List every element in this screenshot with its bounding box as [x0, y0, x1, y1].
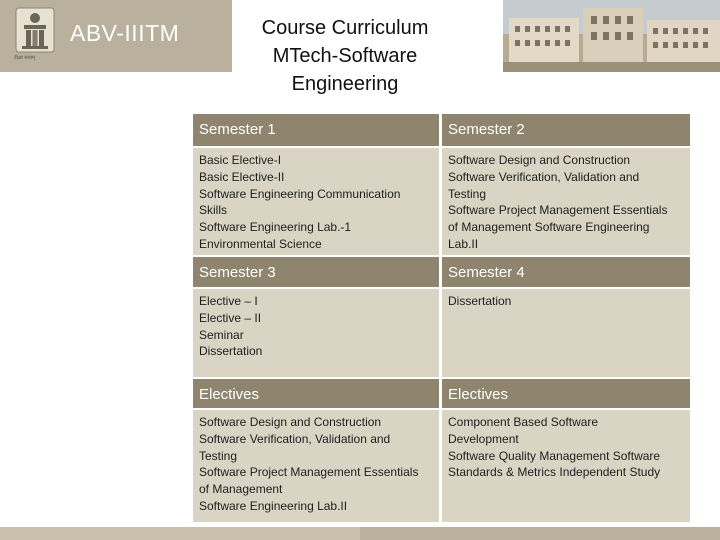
course-item: Testing: [199, 448, 238, 463]
course-item: Basic Elective-I: [199, 153, 282, 167]
semester-2-heading: Semester 2: [442, 114, 690, 146]
electives-heading-left: Electives: [193, 379, 439, 408]
curriculum-table: [192, 113, 691, 523]
course-item: Software Design and Construction: [448, 153, 631, 167]
title-line-1: Course Curriculum: [261, 17, 429, 39]
course-item: Seminar: [199, 327, 244, 342]
course-item: of Management Software Engineering: [448, 220, 650, 235]
table-row: [192, 257, 691, 287]
course-item: Testing: [448, 186, 487, 201]
semester-1-heading: Semester 1: [193, 114, 439, 146]
title-line-2: MTech-Software: [272, 45, 418, 67]
table-row: [192, 289, 691, 377]
course-item: Software Design and Construction: [199, 415, 382, 429]
course-item: Elective – I: [199, 294, 258, 308]
campus-building-photo: [503, 0, 720, 72]
electives-heading-right: Electives: [442, 379, 690, 408]
institute-logo-text: ABV-IIITM: [70, 20, 180, 46]
course-item: of Management: [199, 482, 283, 497]
logo-band: [0, 0, 232, 72]
course-item: Software Engineering Lab.-1: [199, 220, 352, 235]
title-line-3: Engineering: [291, 73, 399, 95]
course-item: Environmental Science: [199, 236, 322, 251]
semester-4-heading: Semester 4: [442, 257, 690, 287]
emblem-motto: दीक्षा सत्यम्: [14, 55, 35, 61]
course-item: Dissertation: [199, 344, 263, 359]
table-row: [192, 114, 691, 146]
course-item: Development: [448, 431, 519, 446]
course-item: Skills: [199, 203, 228, 218]
table-row: [192, 410, 691, 522]
course-item: Lab.II: [448, 236, 479, 251]
course-item: Software Quality Management Software: [448, 448, 661, 463]
course-item: Component Based Software: [448, 415, 599, 429]
semester-4-courses: [442, 289, 690, 377]
electives-left-courses: [193, 410, 439, 522]
table-row: [192, 379, 691, 408]
page-title: [235, 14, 455, 98]
course-item: Software Project Management Essentials: [199, 465, 419, 480]
course-item: Basic Elective-II: [199, 169, 285, 184]
course-item: Software Verification, Validation and: [448, 169, 640, 184]
semester-2-courses: [442, 148, 690, 255]
footer-band-right: [360, 527, 720, 540]
table-row: [192, 148, 691, 255]
semester-1-courses: [193, 148, 439, 255]
course-item: Software Engineering Communication: [199, 186, 401, 201]
electives-right-courses: [442, 410, 690, 522]
course-item: Standards & Metrics Independent Study: [448, 465, 661, 480]
course-item: Elective – II: [199, 310, 262, 325]
campus-building-image: [503, 0, 720, 72]
semester-3-heading: Semester 3: [193, 257, 439, 287]
course-item: Software Engineering Lab.II: [199, 498, 348, 513]
course-item: Software Project Management Essentials: [448, 203, 668, 218]
course-item: Software Verification, Validation and: [199, 431, 391, 446]
semester-3-courses: [193, 289, 439, 377]
course-item: Dissertation: [448, 294, 512, 308]
